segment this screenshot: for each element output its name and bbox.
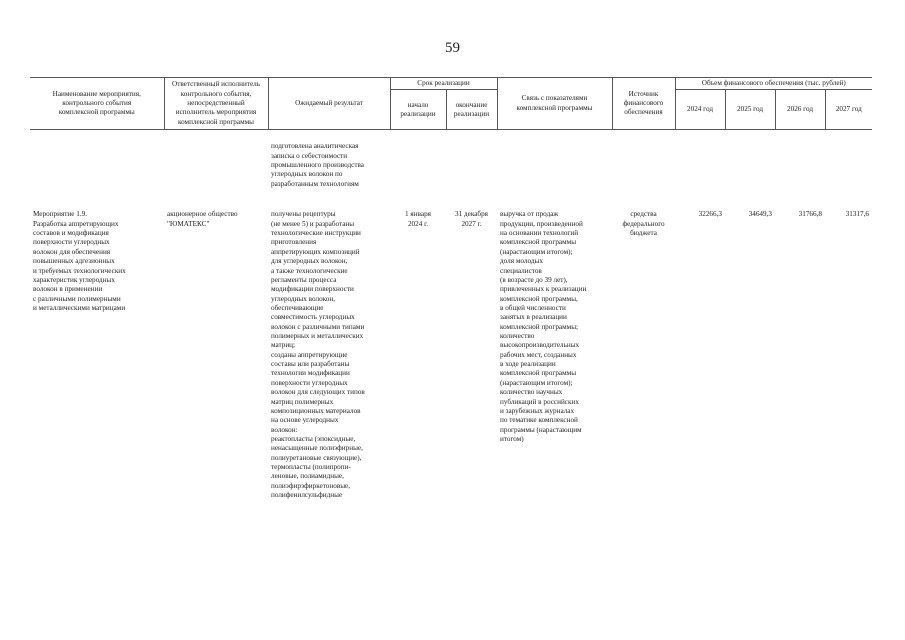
text-line: программы (нарастающим (500, 425, 582, 434)
text-line: (нарастающим итогом); (500, 378, 573, 387)
text-line: начало (407, 100, 429, 109)
text-line: волокон с различными типами (271, 322, 365, 331)
text-line: комплексной программы (500, 369, 577, 378)
text-line: и зарубежных журналах (500, 406, 575, 415)
text-line: бюджета (630, 229, 657, 238)
text-line: количество (500, 332, 535, 341)
text-line: волокон для обеспечения (33, 247, 111, 256)
text-line: матриц; (271, 341, 296, 350)
text-line: получены рецептуры (271, 210, 336, 219)
text-line: в общей численности (500, 303, 566, 312)
text-line: и металлическими матрицами (33, 303, 126, 312)
text-line: обеспечения (624, 108, 663, 117)
header-responsible-lines (167, 80, 266, 127)
text-line: подготовлена аналитическая (271, 142, 359, 151)
header-source-lines (615, 90, 673, 118)
text-line: финансового (623, 99, 664, 107)
text-line: в ходе реализации (500, 360, 556, 369)
text-line: модификации поверхности (271, 285, 354, 294)
text-line: итогом) (500, 434, 524, 443)
end-date-lines (449, 210, 494, 229)
text-line: 2024 г. (407, 219, 429, 228)
header-name (30, 78, 164, 130)
text-line: "ЮМАТЕКС" (167, 219, 210, 228)
text-line: 1 января (405, 210, 431, 219)
text-line: повышенных адгезионных (33, 257, 115, 266)
indicator-link (497, 210, 612, 500)
text-line: (в возрасте до 39 лет), (500, 275, 568, 284)
indicator-link-lines (500, 210, 609, 444)
text-line: составов и модификация (33, 229, 109, 238)
funding-source (612, 210, 675, 500)
text-line: а также технологические (271, 266, 348, 275)
text-line: количество научных (500, 388, 563, 397)
text-line: Связь с показателями (521, 94, 588, 103)
text-line: леновые, полиамидные, (271, 472, 344, 481)
text-line: продукции, произведенной (500, 219, 583, 228)
text-line: публикаций в российских (500, 397, 579, 406)
text-line: комплексной программы, (500, 294, 578, 303)
amount-2024: 32266,3 (698, 210, 722, 219)
amount-2027: 31317,6 (845, 210, 870, 219)
start-date-lines (393, 210, 443, 229)
text-line: технологии модификации (271, 369, 350, 378)
header-year-2026: 2026 год (775, 90, 825, 130)
continuation-row (30, 130, 872, 211)
header-start (390, 90, 446, 130)
text-line: высокопроизводительных (500, 341, 580, 350)
text-line: привлеченных к реализации (500, 285, 587, 294)
text-line: реализации (453, 109, 490, 118)
text-line: волокон в применении (33, 285, 103, 294)
text-line: (нарастающим итогом); (500, 247, 573, 256)
header-start-lines (393, 101, 444, 120)
text-line: комплексной программы; (500, 322, 579, 331)
header-responsible (164, 78, 268, 130)
text-line: волокон для следующих типов (271, 388, 365, 397)
text-line: по тематике комплексной (500, 416, 578, 425)
text-line: матриц полимерных (271, 397, 334, 406)
header-result: Ожидаемый результат (268, 78, 390, 130)
amount-2026: 31766,8 (798, 210, 822, 219)
header-link-lines (500, 94, 610, 113)
text-line: занятых в реализации (500, 313, 567, 322)
continuation-result (268, 130, 390, 211)
header-source (612, 78, 675, 130)
text-line: полимерных и металлических (271, 332, 364, 341)
expected-result (268, 210, 390, 500)
text-line: средства (630, 210, 657, 219)
responsible-executor (164, 210, 268, 500)
funding-source-lines (615, 210, 672, 238)
text-line: комплексной программы (177, 117, 255, 126)
text-line: обеспечивающие (271, 303, 324, 312)
text-line: комплексной программы (516, 103, 593, 112)
text-line: Источник (628, 89, 659, 98)
text-line: исполнитель мероприятия (175, 108, 257, 117)
text-line: с различными полимерными (33, 294, 121, 303)
header-end (446, 90, 497, 130)
start-date (390, 210, 446, 500)
text-line: контрольного события, (180, 89, 252, 98)
text-line: полифенилсульфидные (271, 491, 343, 500)
text-line: характеристик углеродных (33, 275, 115, 284)
text-line: ненасыщенные полиэфирные, (271, 444, 363, 453)
text-line: поверхности углеродных (33, 238, 110, 247)
header-year-2024: 2024 год (675, 90, 725, 130)
text-line: Наименование мероприятия, (52, 89, 141, 98)
text-line: волокон: (271, 425, 298, 434)
text-line: рабочих мест, созданных (500, 350, 577, 359)
text-line: и требуемых технологических (33, 266, 126, 275)
program-table (30, 77, 872, 501)
text-line: Мероприятие 1.9. (33, 210, 88, 219)
text-line: для углеродных волокон, (271, 257, 348, 266)
header-end-lines (449, 101, 495, 120)
text-line: 2027 г. (461, 219, 482, 228)
text-line: углеродных волокон, (271, 294, 336, 303)
text-line: промышленного производства (271, 161, 364, 170)
text-line: регламенты процесса (271, 275, 337, 284)
header-year-2025: 2025 год (725, 90, 775, 130)
expected-result-lines (271, 210, 387, 500)
text-line: непосредственный (187, 99, 245, 107)
text-line: специалистов (500, 266, 542, 275)
text-line: контрольного события (62, 99, 132, 107)
responsible-executor-lines (167, 210, 265, 229)
event-name (30, 210, 164, 500)
text-line: составы или разработаны (271, 360, 350, 369)
text-line: на основании технологий (500, 229, 579, 238)
header-period: Срок реализации (390, 78, 497, 90)
text-line: полиэфирэфиркетоновые, (271, 481, 351, 490)
text-line: Ответственный исполнитель (172, 80, 260, 89)
continuation-result-lines (271, 142, 387, 189)
text-line: приготовления (271, 238, 317, 247)
text-line: композиционных материалов (271, 406, 361, 415)
text-line: акционерное общество (167, 210, 238, 219)
page-number: 59 (445, 40, 460, 56)
text-line: реактопласты (эпоксидные, (271, 434, 356, 443)
text-line: поверхности углеродных (271, 378, 348, 387)
text-line: Разработка аппретирующих (33, 219, 119, 228)
text-line: доля молодых (500, 257, 543, 266)
end-date (446, 210, 497, 500)
text-line: аппретирующих композиций (271, 247, 360, 256)
text-line: окончание (455, 100, 488, 109)
text-line: комплексной программы (500, 238, 577, 247)
text-line: на основе углеродных (271, 416, 339, 425)
table-header (30, 78, 872, 130)
event-name-lines (33, 210, 161, 313)
text-line: комплексной программы (58, 108, 135, 117)
text-line: углеродных волокон по (271, 170, 343, 179)
text-line: выручка от продаж (500, 210, 559, 219)
header-year-2027: 2027 год (825, 90, 872, 130)
text-line: разработанным технологиям (271, 179, 359, 188)
header-finance: Объем финансового обеспечения (тыс. рублей) (675, 78, 872, 90)
text-line: 31 декабря (455, 210, 488, 219)
table-row (30, 210, 872, 500)
header-name-lines (32, 90, 162, 118)
text-line: полиуретановые связующие), (271, 453, 362, 462)
text-line: технологические инструкции (271, 229, 361, 238)
amount-2025: 34649,3 (748, 210, 772, 219)
text-line: (не менее 5) и разработаны (271, 219, 355, 228)
text-line: записка о себестоимости (271, 151, 348, 160)
text-line: реализации (400, 109, 436, 118)
header-link (497, 78, 612, 130)
text-line: федерального (622, 219, 665, 228)
text-line: совместимость углеродных (271, 313, 355, 322)
text-line: созданы аппретирующие (271, 350, 348, 359)
text-line: термопласты (полипропи- (271, 463, 351, 472)
